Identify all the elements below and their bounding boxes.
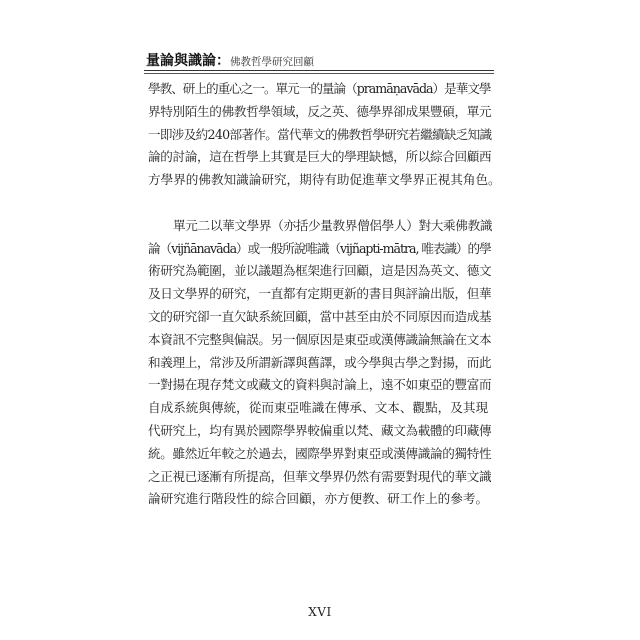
book-title: 量論與識論： xyxy=(146,53,230,69)
text-line: 方學界的佛教知識論研究，期待有助促進華文學界正視其角色。 xyxy=(148,172,501,188)
text-line: 和義理上，常涉及所謂新譯與舊譯，或今學與古學之對揚，而此 xyxy=(148,354,492,370)
paragraph-gap xyxy=(148,192,492,215)
text-line: 一對揚在現存梵文或藏文的資料與討論上，遠不如東亞的豐富而 xyxy=(148,377,492,393)
text-line: 論的討論，這在哲學上其實是巨大的學理缺憾，所以綜合回顧西 xyxy=(148,149,492,165)
text-line: 及日文學界的研究，一直都有定期更新的書目與評論出版，但華 xyxy=(148,286,492,302)
text-line: 論研究進行階段性的綜合回顧，亦方便教、研工作上的參考。 xyxy=(148,491,489,507)
text-line: 本資訊不完整與偏誤。另一個原因是東亞或漢傳識論無論在文本 xyxy=(148,331,492,347)
page-number: XVI xyxy=(308,605,332,619)
text-line: 學教、研上的重心之一。單元一的量論（pramāṇavāda）是華文學 xyxy=(148,81,491,96)
header-rule xyxy=(144,70,494,71)
text-line: 論（vijñānavāda）或一般所說唯識（vijñapti-mātra, 唯表識）的學 xyxy=(148,240,491,256)
text-line: 單元二以華文學界（亦括少量教界僧侶學人）對大乘佛教識 xyxy=(173,217,493,233)
text-line: 自成系統與傳統，從而東亞唯識在傳承、文本、觀點，及其現 xyxy=(148,400,489,416)
book-subtitle: 佛教哲學研究回顧 xyxy=(230,56,314,68)
text-line: 一即涉及約240部著作。當代華文的佛教哲學研究若繼續缺乏知識 xyxy=(148,126,492,142)
text-line: 代研究上，均有異於國際學界較偏重以梵、藏文為載體的印藏傳 xyxy=(148,422,492,438)
running-header xyxy=(146,50,314,70)
paragraph-2 xyxy=(148,215,492,511)
text-line: 統。雖然近年較之於過去，國際學界對東亞或漢傳識論的獨特性 xyxy=(148,445,492,461)
header-rule-thin xyxy=(144,73,494,74)
text-line: 界特別陌生的佛教哲學領域，反之英、德學界卻成果豐碩，單元 xyxy=(148,103,492,119)
paragraph-1 xyxy=(148,78,501,192)
text-line: 文的研究卻一直欠缺系統回顧，當中甚至由於不同原因而造成基 xyxy=(148,308,492,324)
text-line: 之正視已逐漸有所提高，但華文學界仍然有需要對現代的華文識 xyxy=(148,468,492,484)
body-text xyxy=(148,78,501,511)
text-line: 術研究為範圍，並以議題為框架進行回顧，這是因為英文、德文 xyxy=(148,263,492,279)
